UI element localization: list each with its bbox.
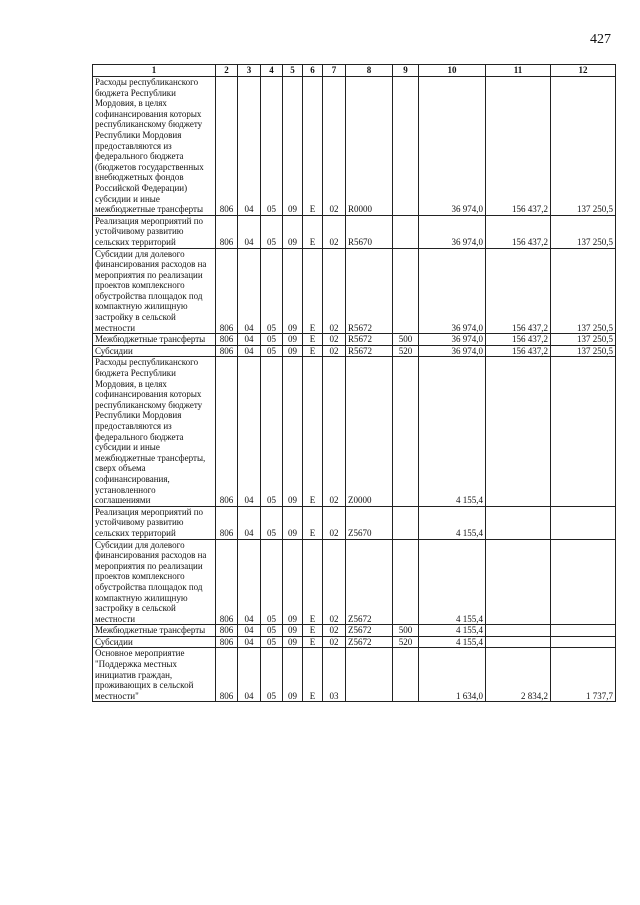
row-value-cell-9: 500: [393, 625, 419, 637]
row-value-cell-12: 137 250,5: [551, 248, 616, 334]
row-value-cell-12: 137 250,5: [551, 77, 616, 216]
row-value-cell-3: 04: [238, 648, 261, 702]
row-value-cell-7: 02: [323, 625, 346, 637]
column-header: 5: [283, 65, 303, 77]
row-description-cell: Расходы республиканского бюджета Республики Мордовия, в целях софинансирования которых республиканскому бюджету Республики Мордовия предоставляются из федерального бюджета субсидии и иные межбюджетные трансферты, сверх объема софинансирования, установленного соглашениями: [93, 357, 216, 506]
row-value-cell-12: [551, 357, 616, 506]
row-value-cell-3: 04: [238, 334, 261, 346]
row-value-cell-12: [551, 506, 616, 539]
row-value-cell-4: 05: [261, 215, 283, 248]
row-value-cell-6: Е: [303, 345, 323, 357]
row-value-cell-12: 137 250,5: [551, 215, 616, 248]
table-row: [93, 334, 616, 346]
row-value-cell-4: 05: [261, 357, 283, 506]
row-value-cell-9: [393, 215, 419, 248]
table-header-row: [93, 65, 616, 77]
row-value-cell-5: 09: [283, 248, 303, 334]
column-header: 3: [238, 65, 261, 77]
row-value-cell-8: R5672: [346, 248, 393, 334]
row-value-cell-2: 806: [216, 215, 238, 248]
row-value-cell-2: 806: [216, 334, 238, 346]
row-description-cell: Реализация мероприятий по устойчивому развитию сельских территорий: [93, 506, 216, 539]
row-value-cell-4: 05: [261, 539, 283, 625]
row-value-cell-11: [486, 539, 551, 625]
table-body: [93, 77, 616, 702]
table-row: [93, 539, 616, 625]
table-row: [93, 357, 616, 506]
row-value-cell-9: [393, 248, 419, 334]
row-value-cell-9: 520: [393, 345, 419, 357]
row-value-cell-3: 04: [238, 248, 261, 334]
row-value-cell-2: 806: [216, 625, 238, 637]
row-value-cell-4: 05: [261, 77, 283, 216]
row-value-cell-8: R5670: [346, 215, 393, 248]
row-value-cell-10: 4 155,4: [419, 636, 486, 648]
column-header: 11: [486, 65, 551, 77]
row-value-cell-4: 05: [261, 506, 283, 539]
row-value-cell-10: 4 155,4: [419, 357, 486, 506]
row-description-cell: Субсидии для долевого финансирования расходов на мероприятия по реализации проектов комплексного обустройства площадок под компактную жилищную застройку в сельской местности: [93, 539, 216, 625]
row-value-cell-5: 09: [283, 345, 303, 357]
table-row: [93, 345, 616, 357]
table-row: [93, 625, 616, 637]
row-value-cell-11: 156 437,2: [486, 215, 551, 248]
row-value-cell-7: 02: [323, 636, 346, 648]
column-header: 8: [346, 65, 393, 77]
column-header: 7: [323, 65, 346, 77]
row-value-cell-6: Е: [303, 334, 323, 346]
row-value-cell-8: Z5672: [346, 625, 393, 637]
row-value-cell-3: 04: [238, 345, 261, 357]
row-description-cell: Субсидии: [93, 345, 216, 357]
budget-table: [92, 64, 616, 702]
row-value-cell-11: [486, 625, 551, 637]
row-value-cell-3: 04: [238, 636, 261, 648]
row-value-cell-8: R5672: [346, 334, 393, 346]
row-value-cell-10: 4 155,4: [419, 539, 486, 625]
row-description-cell: Субсидии: [93, 636, 216, 648]
row-value-cell-6: Е: [303, 648, 323, 702]
row-value-cell-2: 806: [216, 636, 238, 648]
row-value-cell-4: 05: [261, 345, 283, 357]
row-value-cell-2: 806: [216, 506, 238, 539]
row-value-cell-4: 05: [261, 636, 283, 648]
table-row: [93, 77, 616, 216]
row-value-cell-5: 09: [283, 648, 303, 702]
row-value-cell-11: 156 437,2: [486, 248, 551, 334]
row-value-cell-4: 05: [261, 334, 283, 346]
row-value-cell-12: [551, 539, 616, 625]
row-value-cell-5: 09: [283, 636, 303, 648]
row-description-cell: Межбюджетные трансферты: [93, 334, 216, 346]
row-value-cell-9: [393, 648, 419, 702]
column-header: 2: [216, 65, 238, 77]
row-value-cell-7: 02: [323, 77, 346, 216]
row-value-cell-10: 36 974,0: [419, 77, 486, 216]
row-value-cell-8: Z5672: [346, 636, 393, 648]
row-description-cell: Субсидии для долевого финансирования расходов на мероприятия по реализации проектов комплексного обустройства площадок под компактную жилищную застройку в сельской местности: [93, 248, 216, 334]
row-value-cell-2: 806: [216, 77, 238, 216]
row-value-cell-12: 1 737,7: [551, 648, 616, 702]
row-value-cell-6: Е: [303, 215, 323, 248]
row-value-cell-9: 520: [393, 636, 419, 648]
column-header: 6: [303, 65, 323, 77]
table-row: [93, 506, 616, 539]
row-description-cell: Расходы республиканского бюджета Республики Мордовия, в целях софинансирования которых республиканскому бюджету Республики Мордовия предоставляются из федерального бюджета (бюджетов государственных внебюджетных фондов Российской Федерации) субсидии и иные межбюджетные трансферты: [93, 77, 216, 216]
row-value-cell-3: 04: [238, 357, 261, 506]
row-value-cell-11: 156 437,2: [486, 334, 551, 346]
row-value-cell-5: 09: [283, 357, 303, 506]
row-value-cell-3: 04: [238, 539, 261, 625]
table-row: [93, 648, 616, 702]
column-header: 4: [261, 65, 283, 77]
row-value-cell-9: [393, 77, 419, 216]
row-value-cell-3: 04: [238, 625, 261, 637]
column-header: 12: [551, 65, 616, 77]
row-value-cell-5: 09: [283, 334, 303, 346]
row-value-cell-5: 09: [283, 215, 303, 248]
row-value-cell-6: Е: [303, 506, 323, 539]
table-row: [93, 215, 616, 248]
row-value-cell-3: 04: [238, 77, 261, 216]
row-value-cell-7: 02: [323, 539, 346, 625]
row-value-cell-9: [393, 506, 419, 539]
table-row: [93, 636, 616, 648]
row-value-cell-7: 02: [323, 345, 346, 357]
column-header: 10: [419, 65, 486, 77]
row-value-cell-8: Z5670: [346, 506, 393, 539]
row-value-cell-7: 02: [323, 334, 346, 346]
row-description-cell: Реализация мероприятий по устойчивому развитию сельских территорий: [93, 215, 216, 248]
row-value-cell-2: 806: [216, 648, 238, 702]
row-value-cell-6: Е: [303, 625, 323, 637]
row-value-cell-9: [393, 539, 419, 625]
row-description-cell: Основное мероприятие "Поддержка местных инициатив граждан, проживающих в сельской местности": [93, 648, 216, 702]
row-value-cell-7: 03: [323, 648, 346, 702]
row-value-cell-11: 156 437,2: [486, 345, 551, 357]
row-value-cell-4: 05: [261, 648, 283, 702]
row-value-cell-6: Е: [303, 636, 323, 648]
column-header: 9: [393, 65, 419, 77]
row-value-cell-3: 04: [238, 215, 261, 248]
row-value-cell-3: 04: [238, 506, 261, 539]
row-value-cell-9: [393, 357, 419, 506]
row-description-cell: Межбюджетные трансферты: [93, 625, 216, 637]
row-value-cell-8: R0000: [346, 77, 393, 216]
row-value-cell-2: 806: [216, 345, 238, 357]
row-value-cell-8: R5672: [346, 345, 393, 357]
row-value-cell-10: 36 974,0: [419, 345, 486, 357]
row-value-cell-6: Е: [303, 539, 323, 625]
row-value-cell-2: 806: [216, 248, 238, 334]
table-row: [93, 248, 616, 334]
row-value-cell-11: [486, 636, 551, 648]
row-value-cell-10: 36 974,0: [419, 334, 486, 346]
row-value-cell-4: 05: [261, 625, 283, 637]
row-value-cell-7: 02: [323, 215, 346, 248]
row-value-cell-8: Z0000: [346, 357, 393, 506]
row-value-cell-12: [551, 625, 616, 637]
page-number: 427: [590, 32, 611, 47]
row-value-cell-4: 05: [261, 248, 283, 334]
row-value-cell-6: Е: [303, 248, 323, 334]
row-value-cell-12: 137 250,5: [551, 334, 616, 346]
row-value-cell-2: 806: [216, 539, 238, 625]
row-value-cell-5: 09: [283, 77, 303, 216]
row-value-cell-2: 806: [216, 357, 238, 506]
row-value-cell-10: 4 155,4: [419, 506, 486, 539]
row-value-cell-6: Е: [303, 357, 323, 506]
row-value-cell-10: 36 974,0: [419, 248, 486, 334]
row-value-cell-8: Z5672: [346, 539, 393, 625]
row-value-cell-12: [551, 636, 616, 648]
row-value-cell-7: 02: [323, 506, 346, 539]
row-value-cell-11: [486, 357, 551, 506]
row-value-cell-9: 500: [393, 334, 419, 346]
row-value-cell-7: 02: [323, 357, 346, 506]
row-value-cell-11: 156 437,2: [486, 77, 551, 216]
row-value-cell-10: 1 634,0: [419, 648, 486, 702]
row-value-cell-8: [346, 648, 393, 702]
row-value-cell-11: [486, 506, 551, 539]
column-header: 1: [93, 65, 216, 77]
row-value-cell-7: 02: [323, 248, 346, 334]
row-value-cell-5: 09: [283, 539, 303, 625]
row-value-cell-10: 36 974,0: [419, 215, 486, 248]
row-value-cell-5: 09: [283, 506, 303, 539]
row-value-cell-11: 2 834,2: [486, 648, 551, 702]
row-value-cell-10: 4 155,4: [419, 625, 486, 637]
row-value-cell-5: 09: [283, 625, 303, 637]
row-value-cell-12: 137 250,5: [551, 345, 616, 357]
row-value-cell-6: Е: [303, 77, 323, 216]
